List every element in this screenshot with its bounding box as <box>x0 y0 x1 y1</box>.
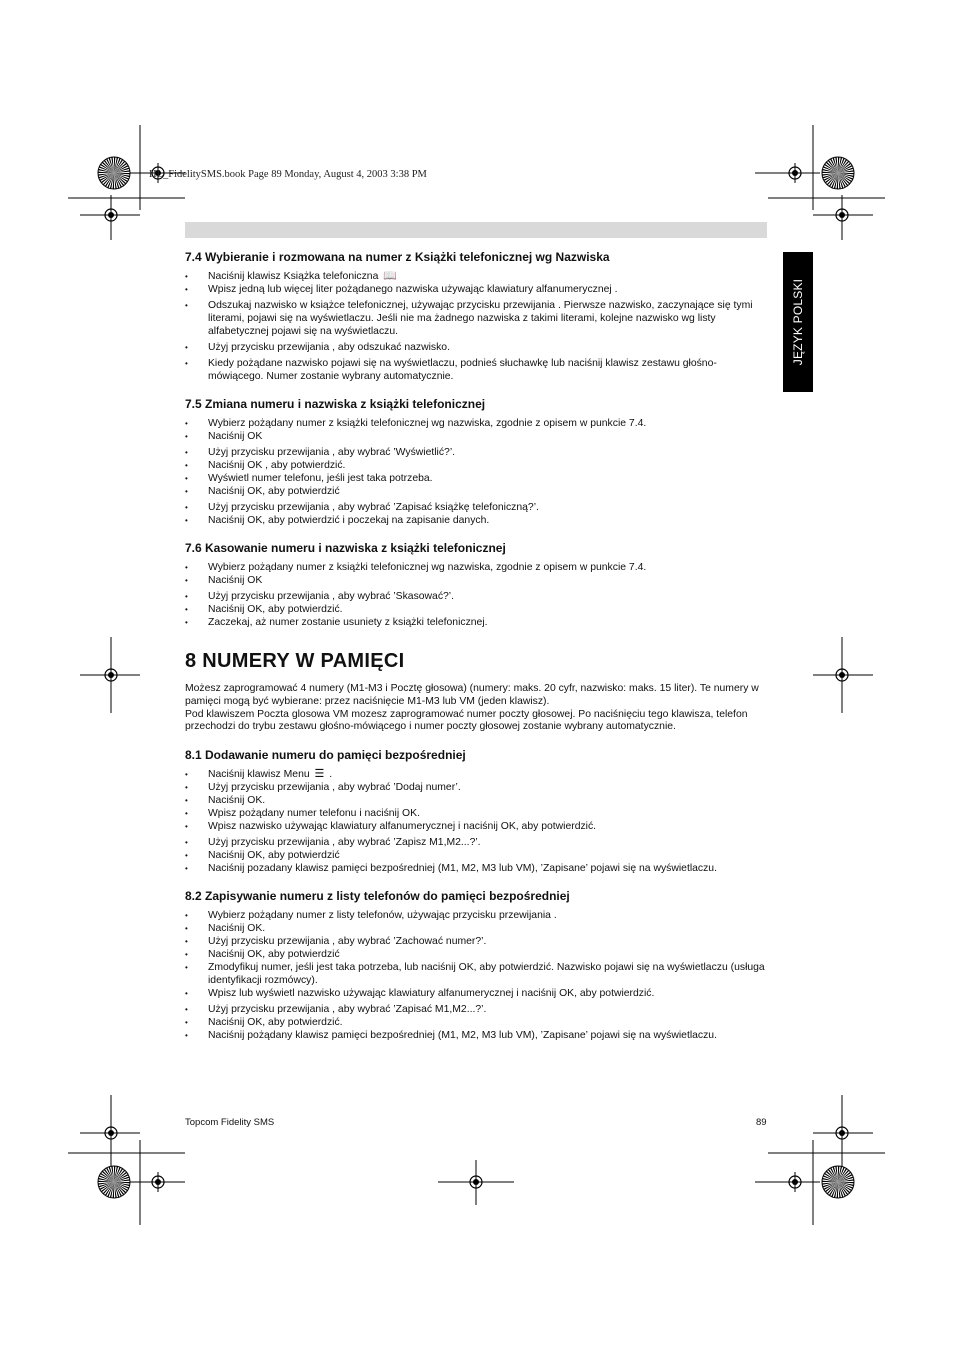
section-title: 7.4 Wybieranie i rozmowana na numer z Książki telefonicznej wg Nazwiska <box>185 250 610 264</box>
list-item: • Użyj przycisku przewijania , aby wybrać ’Zachować numer?’. <box>185 935 765 948</box>
list-item: • Zmodyfikuj numer, jeśli jest taka potrzeba, lub naciśnij OK, aby potwierdzić. Nazwisko pojawi się na wyświetlaczu (usługa identyfikacji rozmówcy). <box>185 961 765 987</box>
section-title: 7.5 Zmiana numeru i nazwiska z książki telefonicznej <box>185 397 486 411</box>
section-8 <box>185 649 765 734</box>
step-list <box>185 561 765 629</box>
registration-rosette <box>822 157 854 189</box>
list-item: • Naciśnij pożądany klawisz pamięci bezpośredniej (M1, M2, M3 lub VM), ’Zapisane’ pojawi się na wyświetlaczu. <box>185 1029 765 1042</box>
list-item: • Naciśnij OK, aby potwierdzić <box>185 948 765 961</box>
list-item: • Naciśnij pozadany klawisz pamięci bezpośredniej (M1, M2, M3 lub VM), ’Zapisane’ pojawi się na wyświetlaczu. <box>185 862 765 875</box>
list-item: • Wpisz lub wyświetl nazwisko używając klawiatury alfanumerycznej i naciśnij OK, aby potwierdzić. <box>185 987 765 1000</box>
step-list <box>185 909 765 1042</box>
list-item: • Wybierz pożądany numer z książki telefonicznej wg nazwiska, zgodnie z opisem w punkcie 7.4. <box>185 417 765 430</box>
section-title: 8.1 Dodawanie numeru do pamięci bezpośredniej <box>185 748 466 763</box>
section-title: 8.2 Zapisywanie numeru z listy telefonów do pamięci bezpośredniej <box>185 889 570 904</box>
registration-target <box>832 205 852 225</box>
menu-icon: ☰ <box>314 768 325 781</box>
section-8-1 <box>185 748 765 875</box>
registration-target <box>832 1123 852 1143</box>
list-item: • Użyj przycisku przewijania , aby odszukać nazwisko. <box>185 341 765 354</box>
list-item: • Wybierz pożądany numer z książki telefonicznej wg nazwiska, zgodnie z opisem w punkcie 7.4. <box>185 561 765 574</box>
registration-rosette <box>98 157 130 189</box>
footer-product: Topcom Fidelity SMS <box>185 1117 275 1128</box>
registration-target <box>832 665 852 685</box>
list-item: • Naciśnij OK, aby potwierdzić <box>185 485 765 498</box>
registration-rosette <box>98 1166 130 1198</box>
list-item: • Naciśnij OK <box>185 574 765 587</box>
intro-paragraph: Możesz zaprogramować 4 numery (M1-M3 i Pocztę głosowa) (numery: maks. 20 cyfr, nazwisko: maks. 15 liter). Te numery w pamięci mogą być wybierane: przez naciśnięcie M1-M3 lub VM (jeden klawisz). <box>185 683 759 707</box>
phonebook-icon: 📖 <box>383 270 397 282</box>
section-7-5 <box>185 397 765 527</box>
list-item: • Wpisz nazwisko używając klawiatury alfanumerycznej i naciśnij OK, aby potwierdzić. <box>185 820 765 833</box>
list-item: • Odszukaj nazwisko w książce telefonicznej, używając przycisku przewijania . Pierwsze nazwisko, zaczynające się tymi literami, pojawi się na wyświetlaczu. Jeśli nie ma żadnego nazwiska z takimi literami, kolejne nazwisko wg listy alfabetycznej pojawi się na wyświetlaczu. <box>185 299 765 338</box>
chapter-intro <box>185 683 765 734</box>
section-title: 7.6 Kasowanie numeru i nazwiska z książki telefonicznej <box>185 541 506 555</box>
registration-target <box>785 1172 805 1192</box>
list-item: • Naciśnij OK <box>185 430 765 443</box>
list-item: • Zaczekaj, aż numer zostanie usuniety z książki telefonicznej. <box>185 616 765 629</box>
page-number: 89 <box>756 1117 767 1128</box>
list-item: • Naciśnij OK, aby potwierdzić. <box>185 1016 765 1029</box>
list-item: • Naciśnij OK. <box>185 922 765 935</box>
list-item: • Naciśnij OK, aby potwierdzić <box>185 849 765 862</box>
list-item: • Użyj przycisku przewijania , aby wybrać ’Zapisać książkę telefoniczną?’. <box>185 501 765 514</box>
list-item: • Użyj przycisku przewijania , aby wybrać ’Zapisać M1,M2...?’. <box>185 1003 765 1016</box>
list-item: • Wpisz jedną lub więcej liter pożądanego nazwiska używając klawiatury alfanumerycznej . <box>185 283 765 296</box>
registration-target <box>148 1172 168 1192</box>
step-list <box>185 417 765 527</box>
list-item: • Naciśnij klawisz Książka telefoniczna 📖 <box>185 270 765 283</box>
list-item: • Wpisz pożądany numer telefonu i naciśnij OK. <box>185 807 765 820</box>
registration-target <box>785 163 805 183</box>
list-item: • Użyj przycisku przewijania , aby wybrać ’Zapisz M1,M2...?’. <box>185 836 765 849</box>
list-item: • Użyj przycisku przewijania , aby wybrać ’Skasować?’. <box>185 590 765 603</box>
registration-target <box>466 1172 486 1192</box>
section-7-6 <box>185 541 765 629</box>
step-list <box>185 768 765 875</box>
list-item: • Wybierz pożądany numer z listy telefonów, używając przycisku przewijania . <box>185 909 765 922</box>
registration-target <box>101 205 121 225</box>
language-tab <box>783 252 813 392</box>
file-header: HL_FidelitySMS.book Page 89 Monday, August 4, 2003 3:38 PM <box>149 169 427 180</box>
language-tab-label: JĘZYK POLSKI <box>791 278 805 366</box>
registration-rosette <box>822 1166 854 1198</box>
intro-paragraph: Pod klawiszem Poczta glosowa VM mozesz zaprogramować numer poczty głosowej. Po naciśnięciu tego klawisza, telefon przechodzi do trybu zestawu głośno-mówiącego i numer poczty głosowej zostanie wybrany automatycznie. <box>185 708 748 733</box>
step-list <box>185 270 765 383</box>
page-content <box>185 250 765 1056</box>
list-item: • Użyj przycisku przewijania , aby wybrać ’Dodaj numer’. <box>185 781 765 794</box>
list-item: • Naciśnij OK, aby potwierdzić i poczekaj na zapisanie danych. <box>185 514 765 527</box>
chapter-title: 8 NUMERY W PAMIĘCI <box>185 650 405 672</box>
list-item: • Kiedy pożądane nazwisko pojawi się na wyświetlaczu, podnieś słuchawkę lub naciśnij klawisz zestawu głośno-mówiącego. Numer zostanie wybrany automatycznie. <box>185 357 765 383</box>
registration-target <box>101 1123 121 1143</box>
list-item: • Użyj przycisku przewijania , aby wybrać ’Wyświetlić?’. <box>185 446 765 459</box>
section-8-2 <box>185 889 765 1042</box>
list-item: • Naciśnij OK, aby potwierdzić. <box>185 603 765 616</box>
header-band <box>185 222 767 238</box>
registration-target <box>101 665 121 685</box>
list-item: • Naciśnij OK , aby potwierdzić. <box>185 459 765 472</box>
list-item: • Naciśnij OK. <box>185 794 765 807</box>
list-item: • Wyświetl numer telefonu, jeśli jest taka potrzeba. <box>185 472 765 485</box>
list-item: • Naciśnij klawisz Menu ☰ . <box>185 768 765 781</box>
section-7-4 <box>185 250 765 383</box>
